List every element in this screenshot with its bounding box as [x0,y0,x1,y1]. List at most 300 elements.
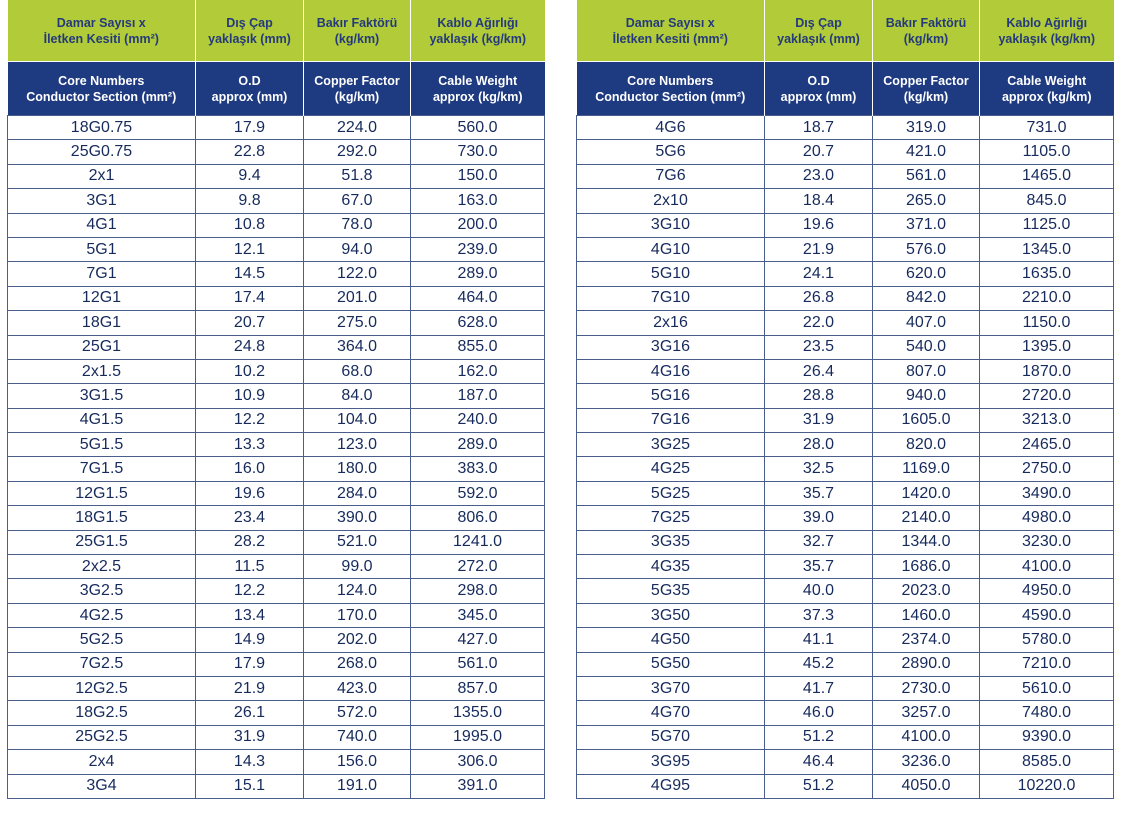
header-copper-factor-tr: Bakır Faktörü (kg/km) [873,0,980,62]
table-row [8,555,545,579]
cell-cable-weight: 187.0 [411,384,545,408]
cell-cable-weight: 345.0 [411,603,545,627]
table-row [577,603,1114,627]
cell-copper-factor: 371.0 [873,213,980,237]
cell-core-section: 3G70 [577,676,765,700]
header-core-section-en: Core Numbers Conductor Section (mm²) [577,62,765,116]
header-cable-weight-tr: Kablo Ağırlığı yaklaşık (kg/km) [980,0,1114,62]
cell-core-section: 4G70 [577,701,765,725]
table-row [577,457,1114,481]
cell-core-section: 3G2.5 [8,579,196,603]
cell-cable-weight: 239.0 [411,237,545,261]
table-row [8,237,545,261]
table-row [8,116,545,140]
header-row-turkish [577,0,1114,62]
table-row [8,652,545,676]
table-row [577,140,1114,164]
cell-od: 17.9 [196,652,304,676]
header-copper-factor-en: Copper Factor (kg/km) [873,62,980,116]
cell-copper-factor: 292.0 [304,140,411,164]
table-row [8,701,545,725]
cell-od: 14.5 [196,262,304,286]
cell-cable-weight: 3230.0 [980,530,1114,554]
cell-cable-weight: 200.0 [411,213,545,237]
table-row [577,433,1114,457]
cell-od: 45.2 [765,652,873,676]
cell-core-section: 25G0.75 [8,140,196,164]
header-cable-weight-en: Cable Weight approx (kg/km) [411,62,545,116]
cell-core-section: 12G2.5 [8,676,196,700]
cell-cable-weight: 855.0 [411,335,545,359]
cell-core-section: 5G25 [577,481,765,505]
cell-core-section: 4G10 [577,237,765,261]
cell-cable-weight: 4950.0 [980,579,1114,603]
cell-od: 24.8 [196,335,304,359]
cell-core-section: 18G1.5 [8,506,196,530]
cell-copper-factor: 572.0 [304,701,411,725]
cell-od: 9.8 [196,189,304,213]
table-row [8,140,545,164]
table-row [577,213,1114,237]
cell-copper-factor: 180.0 [304,457,411,481]
cell-cable-weight: 731.0 [980,116,1114,140]
cell-copper-factor: 99.0 [304,555,411,579]
cell-core-section: 2x2.5 [8,555,196,579]
cell-core-section: 5G1.5 [8,433,196,457]
table-row [8,579,545,603]
cell-od: 17.9 [196,116,304,140]
cell-copper-factor: 156.0 [304,750,411,774]
cell-copper-factor: 275.0 [304,311,411,335]
cell-od: 28.8 [765,384,873,408]
header-cable-weight-tr: Kablo Ağırlığı yaklaşık (kg/km) [411,0,545,62]
cell-copper-factor: 2374.0 [873,628,980,652]
table-row [577,750,1114,774]
cell-cable-weight: 10220.0 [980,774,1114,798]
cell-copper-factor: 740.0 [304,725,411,749]
table-body [577,116,1114,799]
cell-cable-weight: 1355.0 [411,701,545,725]
header-copper-factor-tr: Bakır Faktörü (kg/km) [304,0,411,62]
cell-core-section: 4G35 [577,555,765,579]
cell-od: 10.2 [196,359,304,383]
cell-od: 10.9 [196,384,304,408]
cell-copper-factor: 2140.0 [873,506,980,530]
cell-od: 23.4 [196,506,304,530]
cell-copper-factor: 104.0 [304,408,411,432]
header-core-section-en: Core Numbers Conductor Section (mm²) [8,62,196,116]
cell-core-section: 3G50 [577,603,765,627]
cell-cable-weight: 289.0 [411,262,545,286]
cell-cable-weight: 306.0 [411,750,545,774]
cell-core-section: 4G95 [577,774,765,798]
cell-copper-factor: 1686.0 [873,555,980,579]
table-row [577,506,1114,530]
table-row [577,701,1114,725]
table-row [577,774,1114,798]
cell-cable-weight: 592.0 [411,481,545,505]
header-row-english [577,62,1114,116]
cell-core-section: 18G2.5 [8,701,196,725]
cell-core-section: 7G16 [577,408,765,432]
cell-core-section: 2x4 [8,750,196,774]
cell-od: 9.4 [196,164,304,188]
table-row [577,164,1114,188]
table-row [8,750,545,774]
table-row [8,359,545,383]
cell-cable-weight: 1995.0 [411,725,545,749]
cell-cable-weight: 2720.0 [980,384,1114,408]
cell-copper-factor: 124.0 [304,579,411,603]
cell-od: 51.2 [765,725,873,749]
table-row [8,433,545,457]
cell-cable-weight: 1635.0 [980,262,1114,286]
table-row [8,530,545,554]
cell-core-section: 25G2.5 [8,725,196,749]
table-row [8,286,545,310]
cell-cable-weight: 1241.0 [411,530,545,554]
cell-core-section: 2x1 [8,164,196,188]
cell-copper-factor: 2023.0 [873,579,980,603]
cell-od: 37.3 [765,603,873,627]
cell-copper-factor: 94.0 [304,237,411,261]
cell-copper-factor: 1460.0 [873,603,980,627]
cell-cable-weight: 1395.0 [980,335,1114,359]
cell-od: 26.4 [765,359,873,383]
cell-od: 19.6 [196,481,304,505]
cell-copper-factor: 423.0 [304,676,411,700]
header-od-en: O.D approx (mm) [765,62,873,116]
header-row-turkish [8,0,545,62]
cell-core-section: 4G50 [577,628,765,652]
cell-od: 18.4 [765,189,873,213]
table-body [8,116,545,799]
cell-od: 20.7 [765,140,873,164]
cell-copper-factor: 3236.0 [873,750,980,774]
cell-cable-weight: 1105.0 [980,140,1114,164]
table-row [577,408,1114,432]
table-row [8,189,545,213]
cell-cable-weight: 4980.0 [980,506,1114,530]
cell-od: 32.5 [765,457,873,481]
table-row [8,481,545,505]
table-row [8,506,545,530]
table-row [8,335,545,359]
cell-cable-weight: 1870.0 [980,359,1114,383]
cell-cable-weight: 383.0 [411,457,545,481]
cell-cable-weight: 4590.0 [980,603,1114,627]
cell-cable-weight: 2465.0 [980,433,1114,457]
table-row [577,676,1114,700]
cell-copper-factor: 576.0 [873,237,980,261]
cell-od: 14.9 [196,628,304,652]
cell-od: 28.2 [196,530,304,554]
cable-spec-table [576,0,1114,799]
cell-copper-factor: 224.0 [304,116,411,140]
table-row [8,311,545,335]
header-core-section-tr: Damar Sayısı x İletken Kesiti (mm²) [577,0,765,62]
cell-copper-factor: 1344.0 [873,530,980,554]
cell-core-section: 7G6 [577,164,765,188]
table-row [577,579,1114,603]
cell-cable-weight: 298.0 [411,579,545,603]
cell-od: 22.0 [765,311,873,335]
cell-od: 23.0 [765,164,873,188]
cell-od: 22.8 [196,140,304,164]
cell-od: 41.7 [765,676,873,700]
cell-od: 35.7 [765,481,873,505]
cell-cable-weight: 150.0 [411,164,545,188]
cell-od: 31.9 [196,725,304,749]
cell-cable-weight: 391.0 [411,774,545,798]
cell-cable-weight: 9390.0 [980,725,1114,749]
cell-od: 13.3 [196,433,304,457]
table-row [8,725,545,749]
cell-od: 12.2 [196,408,304,432]
table-row [577,189,1114,213]
table-row [577,725,1114,749]
table-row [577,286,1114,310]
cell-od: 26.1 [196,701,304,725]
cable-spec-table [7,0,545,799]
cell-core-section: 5G16 [577,384,765,408]
table-row [577,555,1114,579]
cell-copper-factor: 319.0 [873,116,980,140]
cell-copper-factor: 940.0 [873,384,980,408]
cell-copper-factor: 51.8 [304,164,411,188]
cell-od: 23.5 [765,335,873,359]
cell-od: 46.0 [765,701,873,725]
table-row [577,530,1114,554]
cell-od: 12.1 [196,237,304,261]
cell-copper-factor: 1605.0 [873,408,980,432]
cell-core-section: 12G1.5 [8,481,196,505]
cell-core-section: 2x10 [577,189,765,213]
cell-cable-weight: 3213.0 [980,408,1114,432]
cell-copper-factor: 421.0 [873,140,980,164]
cell-cable-weight: 464.0 [411,286,545,310]
cell-od: 31.9 [765,408,873,432]
cell-od: 18.7 [765,116,873,140]
cell-od: 41.1 [765,628,873,652]
cell-cable-weight: 3490.0 [980,481,1114,505]
cell-cable-weight: 628.0 [411,311,545,335]
cell-cable-weight: 845.0 [980,189,1114,213]
cell-copper-factor: 4100.0 [873,725,980,749]
table-row [8,408,545,432]
cell-cable-weight: 2750.0 [980,457,1114,481]
table-row [8,457,545,481]
cell-copper-factor: 265.0 [873,189,980,213]
cell-cable-weight: 240.0 [411,408,545,432]
table-row [577,652,1114,676]
cell-copper-factor: 284.0 [304,481,411,505]
cell-copper-factor: 1169.0 [873,457,980,481]
cell-od: 24.1 [765,262,873,286]
cell-copper-factor: 122.0 [304,262,411,286]
cell-od: 51.2 [765,774,873,798]
cell-core-section: 5G10 [577,262,765,286]
cell-od: 19.6 [765,213,873,237]
table-row [8,164,545,188]
cell-core-section: 4G1.5 [8,408,196,432]
cell-od: 32.7 [765,530,873,554]
cell-od: 46.4 [765,750,873,774]
table-row [577,335,1114,359]
cell-cable-weight: 7210.0 [980,652,1114,676]
cell-cable-weight: 7480.0 [980,701,1114,725]
cable-table-left [7,0,544,799]
cell-cable-weight: 561.0 [411,652,545,676]
cell-copper-factor: 67.0 [304,189,411,213]
cell-copper-factor: 68.0 [304,359,411,383]
cell-core-section: 2x16 [577,311,765,335]
table-row [577,116,1114,140]
cell-od: 15.1 [196,774,304,798]
cable-table-right [576,0,1113,799]
cell-cable-weight: 1465.0 [980,164,1114,188]
cell-core-section: 7G10 [577,286,765,310]
cell-core-section: 7G2.5 [8,652,196,676]
cell-cable-weight: 857.0 [411,676,545,700]
cell-copper-factor: 521.0 [304,530,411,554]
cell-copper-factor: 820.0 [873,433,980,457]
cell-cable-weight: 1150.0 [980,311,1114,335]
header-od-tr: Dış Çap yaklaşık (mm) [765,0,873,62]
cell-cable-weight: 163.0 [411,189,545,213]
cell-core-section: 4G1 [8,213,196,237]
cell-core-section: 25G1.5 [8,530,196,554]
cell-cable-weight: 5780.0 [980,628,1114,652]
cell-cable-weight: 272.0 [411,555,545,579]
table-row [8,628,545,652]
cell-core-section: 3G1 [8,189,196,213]
cell-core-section: 12G1 [8,286,196,310]
cell-copper-factor: 123.0 [304,433,411,457]
table-row [577,481,1114,505]
cell-od: 14.3 [196,750,304,774]
table-row [8,262,545,286]
cell-copper-factor: 3257.0 [873,701,980,725]
cell-od: 12.2 [196,579,304,603]
cell-copper-factor: 2890.0 [873,652,980,676]
cell-od: 28.0 [765,433,873,457]
table-row [577,262,1114,286]
header-core-section-tr: Damar Sayısı x İletken Kesiti (mm²) [8,0,196,62]
cell-core-section: 3G1.5 [8,384,196,408]
cell-core-section: 4G6 [577,116,765,140]
cell-copper-factor: 390.0 [304,506,411,530]
cell-core-section: 3G25 [577,433,765,457]
header-row-english [8,62,545,116]
cell-copper-factor: 170.0 [304,603,411,627]
cell-copper-factor: 84.0 [304,384,411,408]
header-cable-weight-en: Cable Weight approx (kg/km) [980,62,1114,116]
cell-core-section: 4G2.5 [8,603,196,627]
cell-copper-factor: 620.0 [873,262,980,286]
cell-core-section: 5G6 [577,140,765,164]
cell-copper-factor: 807.0 [873,359,980,383]
cell-copper-factor: 407.0 [873,311,980,335]
cell-core-section: 7G25 [577,506,765,530]
table-row [577,311,1114,335]
cell-copper-factor: 201.0 [304,286,411,310]
cell-core-section: 3G95 [577,750,765,774]
cell-cable-weight: 162.0 [411,359,545,383]
cell-core-section: 5G1 [8,237,196,261]
cell-core-section: 7G1.5 [8,457,196,481]
table-row [8,213,545,237]
cell-copper-factor: 2730.0 [873,676,980,700]
cell-cable-weight: 806.0 [411,506,545,530]
cell-cable-weight: 560.0 [411,116,545,140]
cell-od: 35.7 [765,555,873,579]
cell-copper-factor: 78.0 [304,213,411,237]
cell-od: 11.5 [196,555,304,579]
cell-core-section: 4G25 [577,457,765,481]
table-row [577,628,1114,652]
cell-core-section: 3G35 [577,530,765,554]
table-row [577,384,1114,408]
cell-core-section: 18G0.75 [8,116,196,140]
table-row [8,384,545,408]
cell-cable-weight: 730.0 [411,140,545,164]
cell-copper-factor: 268.0 [304,652,411,676]
cell-copper-factor: 540.0 [873,335,980,359]
cell-od: 16.0 [196,457,304,481]
cell-copper-factor: 191.0 [304,774,411,798]
cell-cable-weight: 4100.0 [980,555,1114,579]
cell-core-section: 5G50 [577,652,765,676]
cell-core-section: 3G4 [8,774,196,798]
cell-core-section: 5G70 [577,725,765,749]
table-row [577,237,1114,261]
cell-cable-weight: 5610.0 [980,676,1114,700]
cell-od: 21.9 [196,676,304,700]
cell-od: 17.4 [196,286,304,310]
cell-core-section: 3G10 [577,213,765,237]
cell-od: 13.4 [196,603,304,627]
cell-od: 40.0 [765,579,873,603]
cell-core-section: 5G2.5 [8,628,196,652]
header-copper-factor-en: Copper Factor (kg/km) [304,62,411,116]
cell-copper-factor: 364.0 [304,335,411,359]
cell-copper-factor: 561.0 [873,164,980,188]
cell-cable-weight: 2210.0 [980,286,1114,310]
cell-core-section: 2x1.5 [8,359,196,383]
cell-od: 39.0 [765,506,873,530]
cell-copper-factor: 4050.0 [873,774,980,798]
cell-copper-factor: 202.0 [304,628,411,652]
table-row [8,676,545,700]
header-od-en: O.D approx (mm) [196,62,304,116]
cell-od: 10.8 [196,213,304,237]
table-row [577,359,1114,383]
cell-core-section: 7G1 [8,262,196,286]
cell-core-section: 4G16 [577,359,765,383]
cell-od: 20.7 [196,311,304,335]
cell-copper-factor: 1420.0 [873,481,980,505]
cell-od: 21.9 [765,237,873,261]
cell-od: 26.8 [765,286,873,310]
table-row [8,603,545,627]
table-row [8,774,545,798]
cell-cable-weight: 289.0 [411,433,545,457]
cell-cable-weight: 1345.0 [980,237,1114,261]
cell-core-section: 5G35 [577,579,765,603]
cell-core-section: 25G1 [8,335,196,359]
cell-copper-factor: 842.0 [873,286,980,310]
